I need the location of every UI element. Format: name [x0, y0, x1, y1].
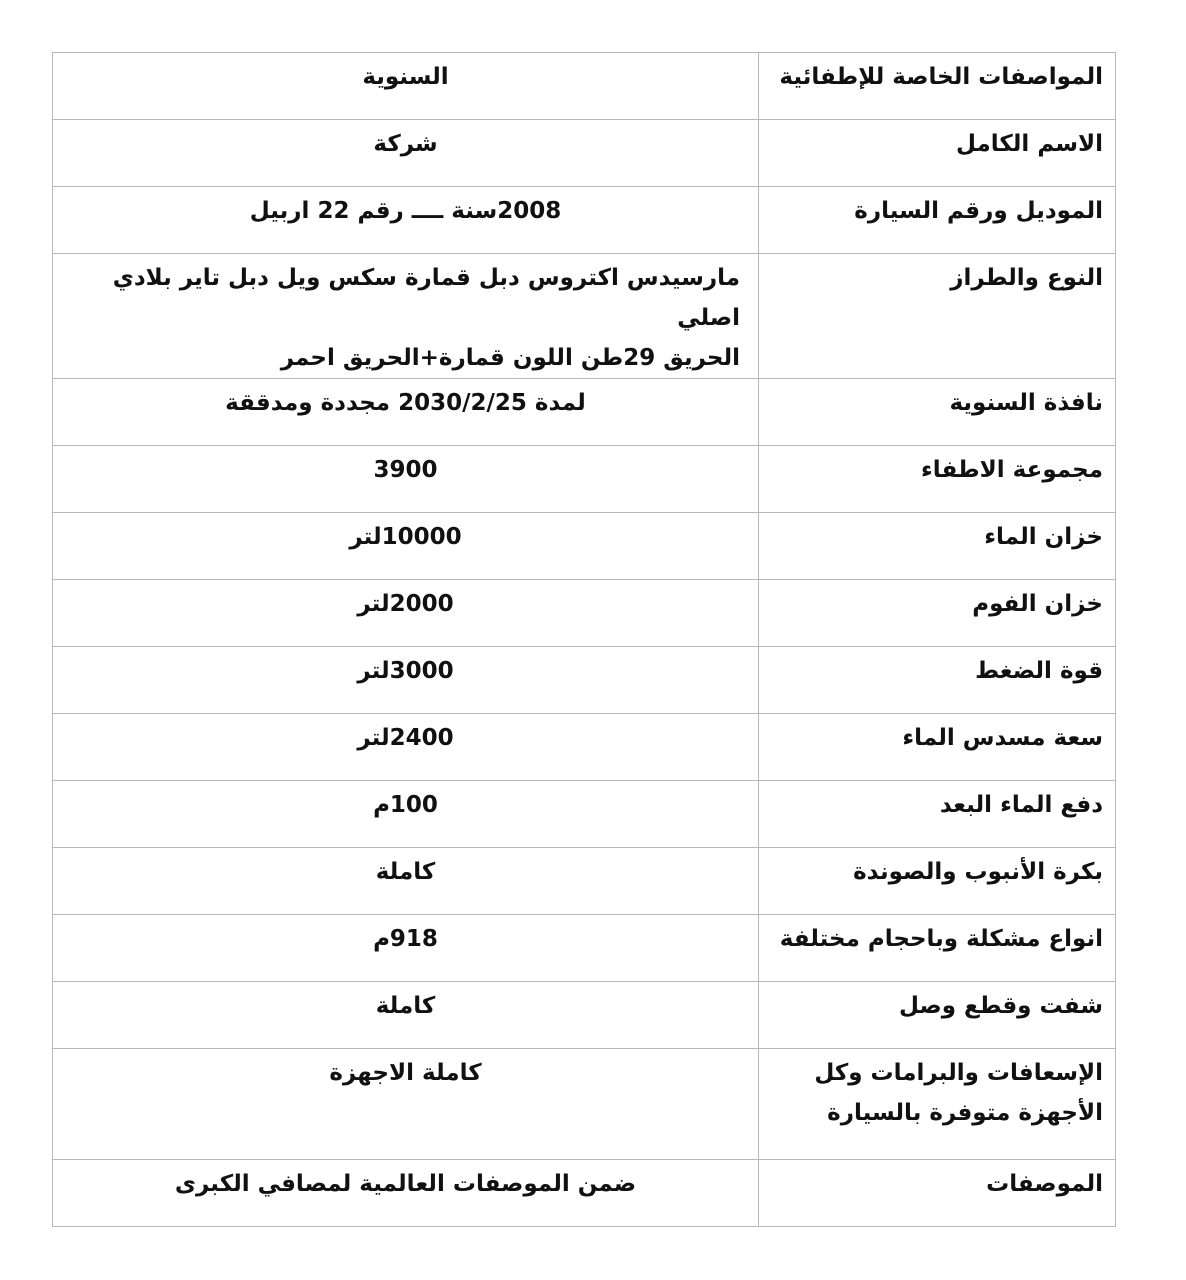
row-label: الاسم الكامل	[759, 120, 1116, 187]
table-row	[53, 446, 1116, 513]
table-row	[53, 848, 1116, 915]
table-row	[53, 1160, 1116, 1227]
row-label: الموصفات	[759, 1160, 1116, 1227]
row-value: 918م	[53, 915, 759, 982]
row-value: 10000لتر	[53, 513, 759, 580]
table-row	[53, 254, 1116, 379]
table-row	[53, 187, 1116, 254]
table-row	[53, 915, 1116, 982]
row-label: الموديل ورقم السيارة	[759, 187, 1116, 254]
row-label: بكرة الأنبوب والصوندة	[759, 848, 1116, 915]
table-row	[53, 1049, 1116, 1160]
row-label: شفت وقطع وصل	[759, 982, 1116, 1049]
row-label: نافذة السنوية	[759, 379, 1116, 446]
row-value: 3000لتر	[53, 647, 759, 714]
specifications-table	[52, 52, 1116, 1227]
row-label: قوة الضغط	[759, 647, 1116, 714]
table-row	[53, 120, 1116, 187]
row-value: مارسيدس اكتروس دبل قمارة سكس ويل دبل تاير بلادي اصلي الحريق 29طن اللون قمارة+الحريق احمر	[53, 254, 759, 379]
row-value: كاملة الاجهزة	[53, 1049, 759, 1160]
table-row	[53, 781, 1116, 848]
table-row	[53, 647, 1116, 714]
row-value: ضمن الموصفات العالمية لمصافي الكبرى	[53, 1160, 759, 1227]
row-label: المواصفات الخاصة للإطفائية	[759, 53, 1116, 120]
table-row	[53, 982, 1116, 1049]
row-value: 3900	[53, 446, 759, 513]
row-value: السنوية	[53, 53, 759, 120]
table-row	[53, 580, 1116, 647]
row-value: 2400لتر	[53, 714, 759, 781]
row-value: شركة	[53, 120, 759, 187]
table-row	[53, 714, 1116, 781]
row-value: 100م	[53, 781, 759, 848]
row-value: لمدة 2030/2/25 مجددة ومدققة	[53, 379, 759, 446]
row-value: 2000لتر	[53, 580, 759, 647]
row-label: النوع والطراز	[759, 254, 1116, 379]
table-row	[53, 513, 1116, 580]
row-label: خزان الفوم	[759, 580, 1116, 647]
row-label: دفع الماء البعد	[759, 781, 1116, 848]
row-value: كاملة	[53, 982, 759, 1049]
row-label: الإسعافات والبرامات وكل الأجهزة متوفرة بالسيارة	[759, 1049, 1116, 1160]
row-label: مجموعة الاطفاء	[759, 446, 1116, 513]
row-value: 2008سنة ــــ رقم 22 اربيل	[53, 187, 759, 254]
table-row	[53, 53, 1116, 120]
row-label: سعة مسدس الماء	[759, 714, 1116, 781]
row-value: كاملة	[53, 848, 759, 915]
row-label: خزان الماء	[759, 513, 1116, 580]
row-label: انواع مشكلة وباحجام مختلفة	[759, 915, 1116, 982]
table-row	[53, 379, 1116, 446]
